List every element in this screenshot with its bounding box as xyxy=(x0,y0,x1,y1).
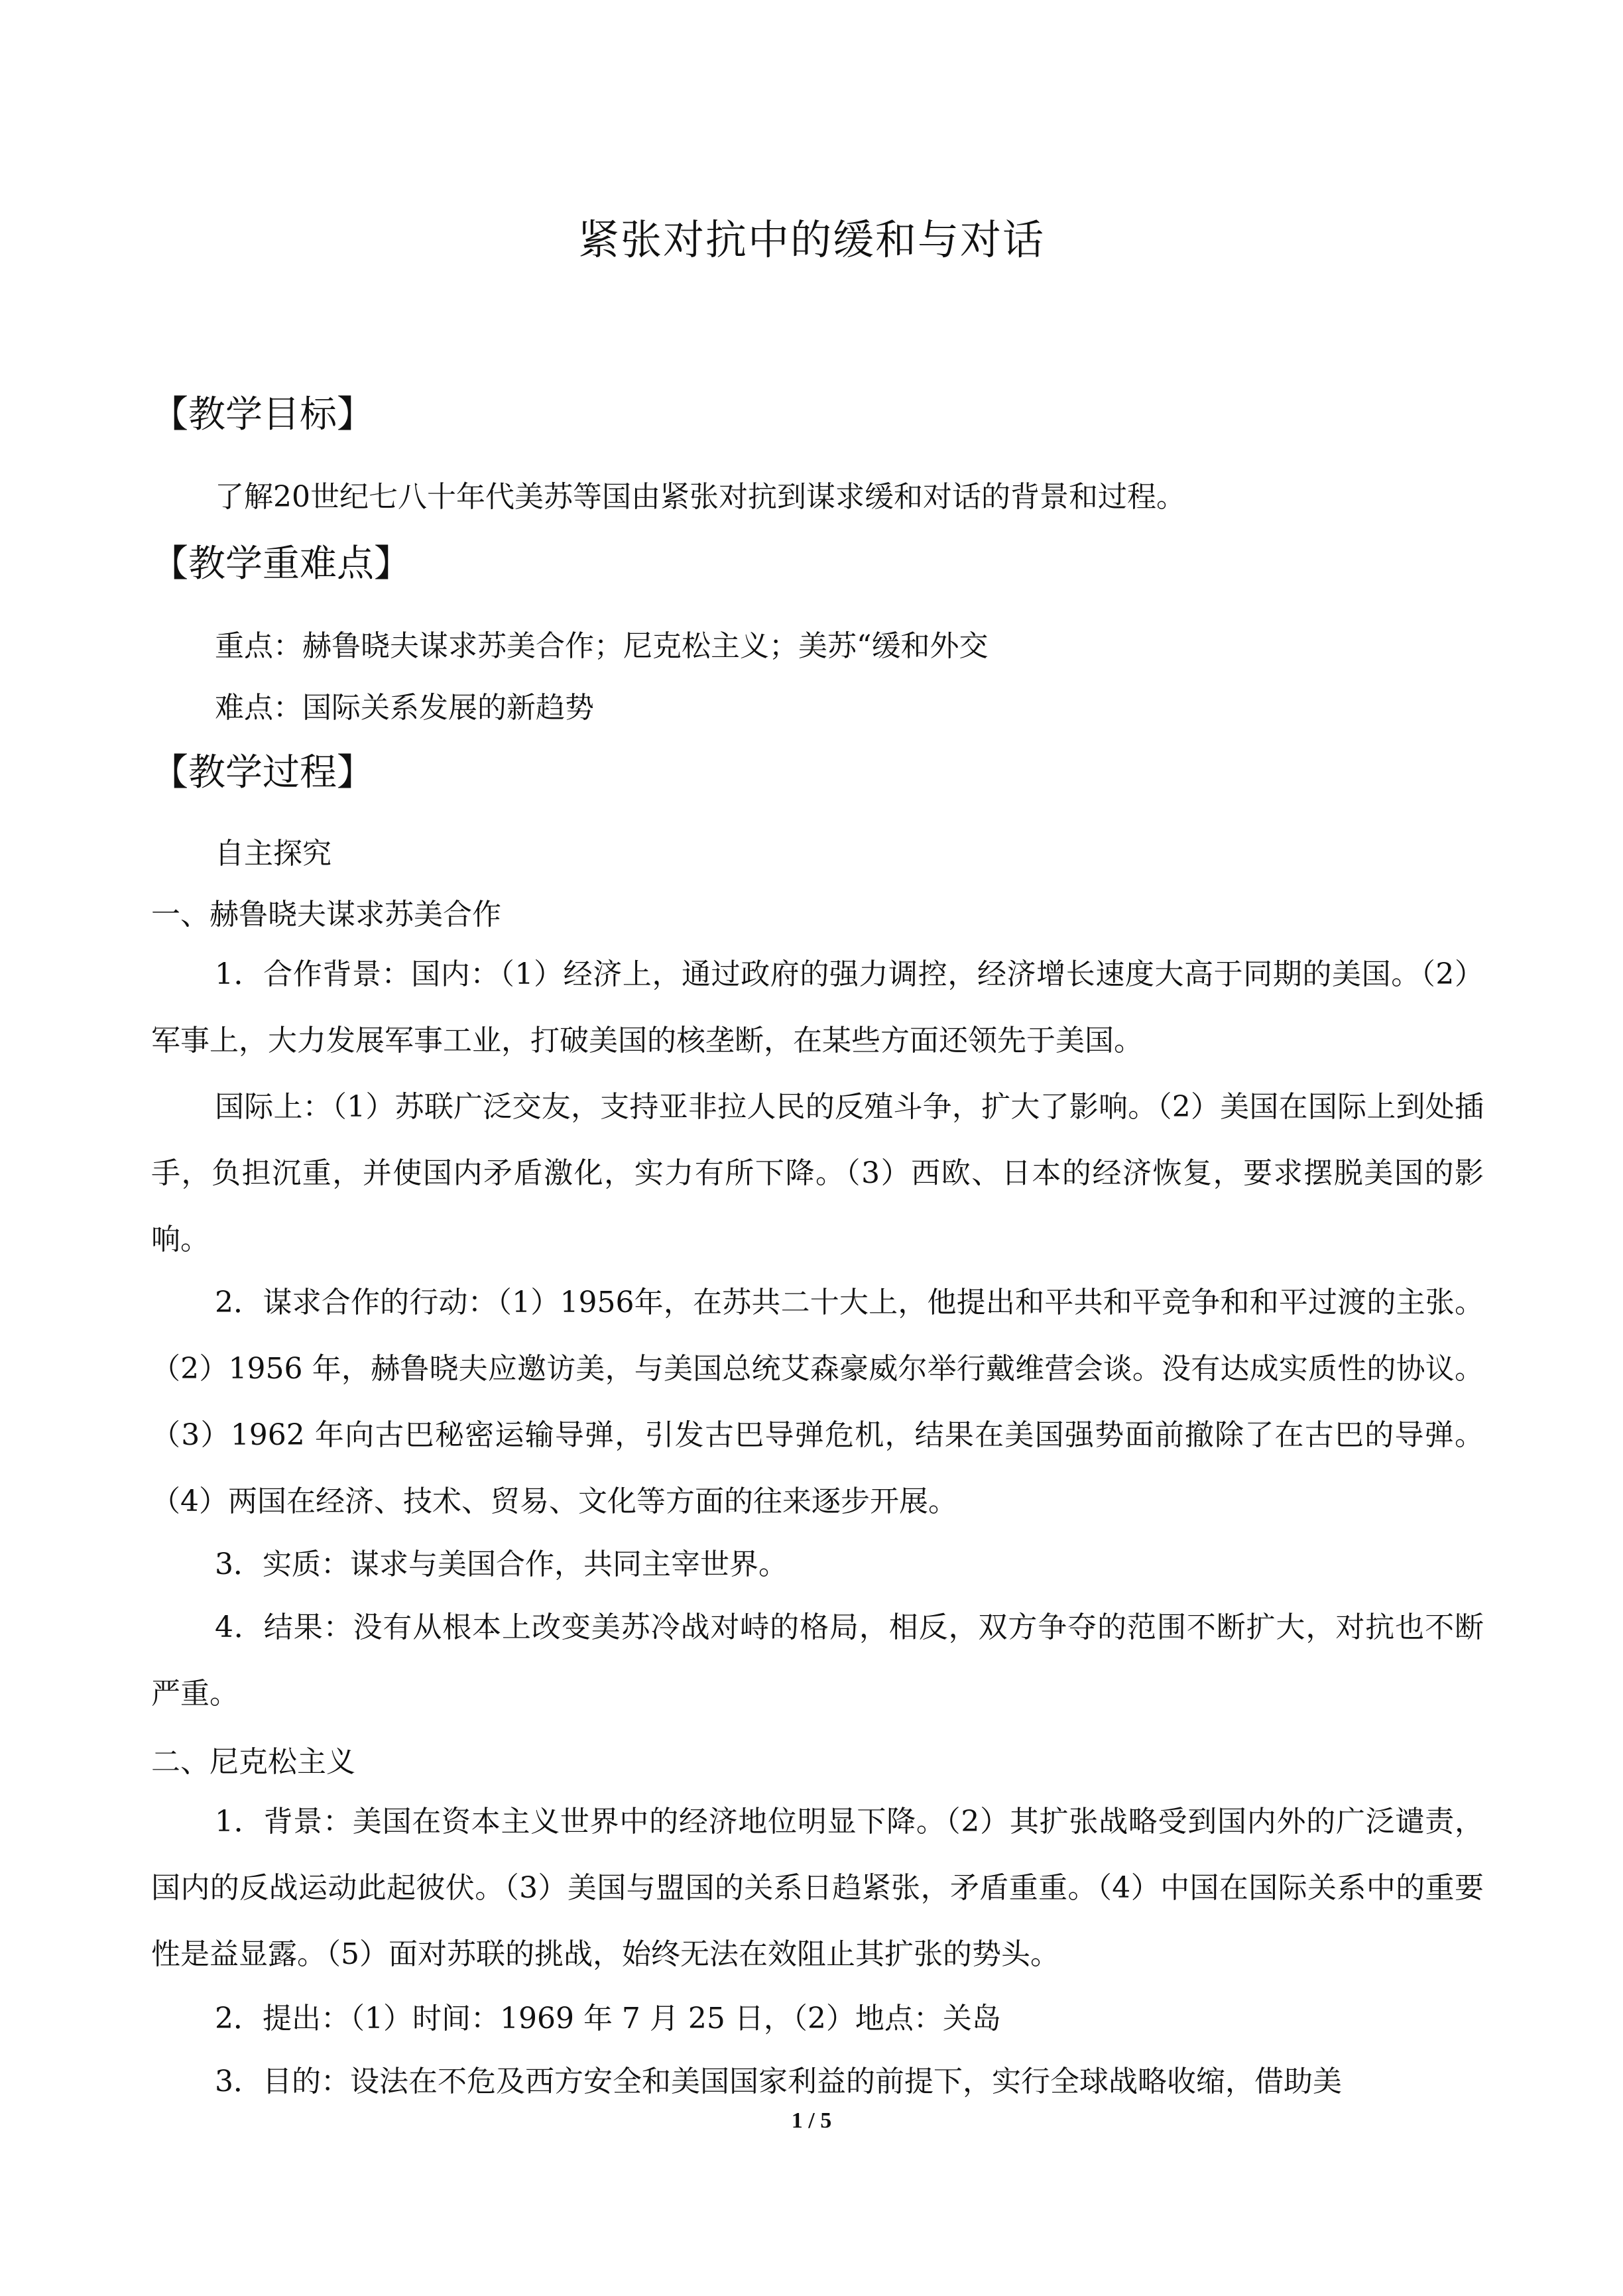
section-2-title: 二、尼克松主义 xyxy=(151,1745,355,1779)
section-1-paragraph-2: 国际上：（1）苏联广泛交友，支持亚非拉人民的反殖斗争，扩大了影响。（2）美国在国际上到处插手，负担沉重，并使国内矛盾激化，实力有所下降。（3）西欧、日本的经济恢复，要求摆脱美国的影响。 xyxy=(151,1090,1484,1256)
self-study-label: 自主探究 xyxy=(215,837,331,871)
section-1-paragraph-1: 1．合作背景：国内：（1）经济上，通过政府的强力调控，经济增长速度大高于同期的美国。（2）军事上，大力发展军事工业，打破美国的核垄断，在某些方面还领先于美国。 xyxy=(151,957,1484,1057)
section-1-title: 一、赫鲁晓夫谋求苏美合作 xyxy=(151,898,501,932)
heading-process: 【教学过程】 xyxy=(151,751,374,794)
section-2-paragraph-1: 1．背景：美国在资本主义世界中的经济地位明显下降。（2）其扩张战略受到国内外的广泛谴责，国内的反战运动此起彼伏。（3）美国与盟国的关系日趋紧张，矛盾重重。（4）中国在国际关系中的重要性是益显露。（5）面对苏联的挑战，始终无法在效阻止其扩张的势头。 xyxy=(151,1805,1484,1971)
page-number: 1 / 5 xyxy=(791,2108,832,2133)
heading-key-points: 【教学重难点】 xyxy=(151,542,411,585)
section-1-paragraph-5: 4．结果：没有从根本上改变美苏冷战对峙的格局，相反，双方争夺的范围不断扩大，对抗也不断严重。 xyxy=(151,1610,1484,1711)
section-2-paragraph-3: 3．目的：设法在不危及西方安全和美国国家利益的前提下，实行全球战略收缩，借助美 xyxy=(215,2065,1342,2098)
key-point-difficulty: 难点：国际关系发展的新趋势 xyxy=(215,691,594,725)
section-1-paragraph-4: 3．实质：谋求与美国合作，共同主宰世界。 xyxy=(215,1547,788,1581)
key-point-focus: 重点：赫鲁晓夫谋求苏美合作；尼克松主义；美苏“缓和外交 xyxy=(215,629,989,663)
objectives-text: 了解20世纪七八十年代美苏等国由紧张对抗到谋求缓和对话的背景和过程。 xyxy=(215,480,1185,514)
heading-objectives: 【教学目标】 xyxy=(151,393,374,436)
section-2-paragraph-2: 2．提出：（1）时间：1969 年 7 月 25 日，（2）地点：关岛 xyxy=(215,2002,1001,2035)
section-1-paragraph-3: 2．谋求合作的行动：（1）1956年，在苏共二十大上，他提出和平共和平竞争和和平过渡的主张。（2）1956 年，赫鲁晓夫应邀访美，与美国总统艾森豪威尔举行戴维营会谈。没有达成实质性的协议。（3）1962 年向古巴秘密运输导弹，引发古巴导弹危机，结果在美国强势面前撤除了在古巴的导弹。（4）两国在经济、技术、贸易、文化等方面的往来逐步开展。 xyxy=(151,1286,1484,1518)
document-title: 紧张对抗中的缓和与对话 xyxy=(577,215,1045,264)
